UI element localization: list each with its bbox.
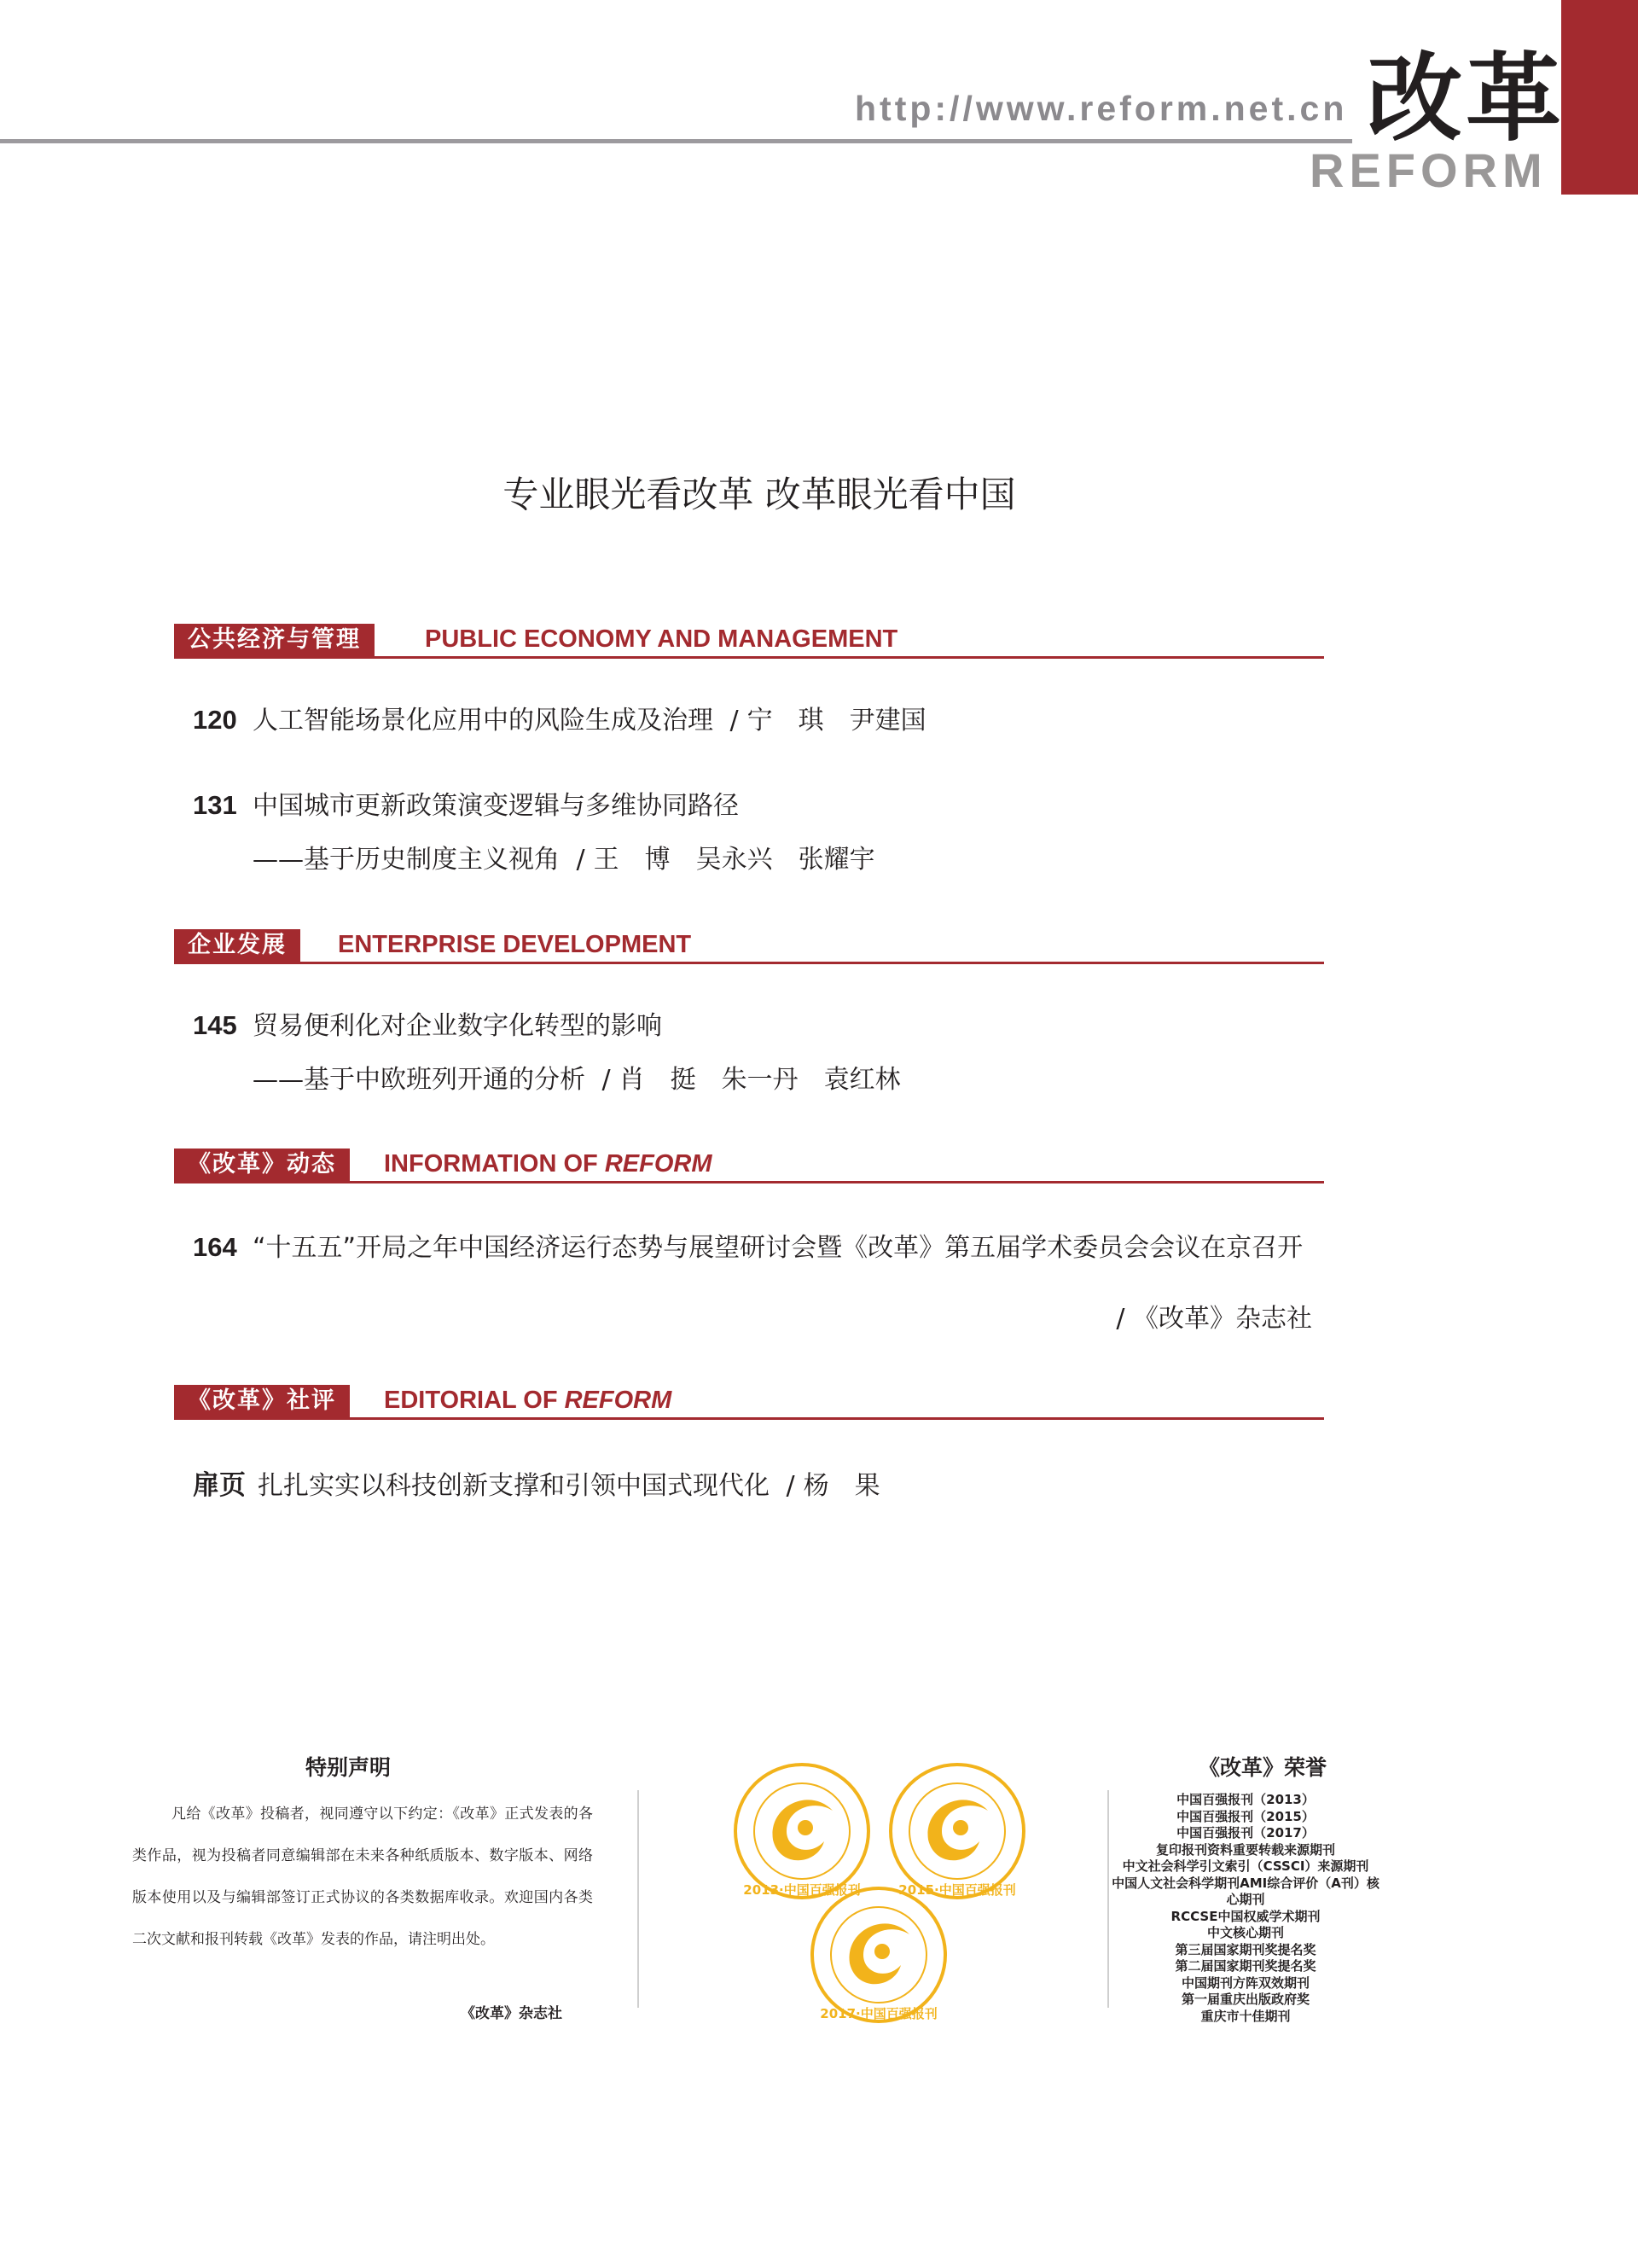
- toc-entry[interactable]: [193, 1468, 880, 1503]
- article-title: 扎扎实实以科技创新支撑和引领中国式现代化: [258, 1471, 770, 1501]
- header-accent-bar: [1561, 0, 1638, 195]
- page-number: 145: [193, 1010, 237, 1040]
- section-rule: [174, 1181, 1324, 1183]
- section-label-en: [384, 1148, 712, 1180]
- honors-title: 《改革》荣誉: [1199, 1755, 1327, 1780]
- section-header-public-economy: [174, 616, 1324, 664]
- section-label-en-italic: REFORM: [564, 1387, 672, 1414]
- website-url[interactable]: http://www.reform.net.cn: [855, 89, 1348, 128]
- honor-item: 中国期刊方阵双效期刊: [1181, 1974, 1310, 1991]
- badge-label: 2013·中国百强报刊: [743, 1882, 861, 1898]
- statement-title: 特别声明: [305, 1755, 392, 1780]
- honor-item: 中国百强报刊（2017）: [1176, 1825, 1315, 1841]
- section-header-information: [174, 1141, 1324, 1189]
- header-rule: [0, 139, 1352, 143]
- page-number: 120: [193, 705, 237, 735]
- footer-divider-left: [637, 1790, 639, 2008]
- honor-item: 中国百强报刊（2013）: [1176, 1792, 1315, 1807]
- section-label-en-italic: REFORM: [604, 1150, 712, 1178]
- statement-signature: 《改革》杂志社: [461, 2005, 562, 2022]
- honor-item: 复印报刊资料重要转载来源期刊: [1155, 1841, 1335, 1858]
- badge-label: 2017·中国百强报刊: [820, 2006, 938, 2021]
- honor-item: 中文核心期刊: [1206, 1925, 1284, 1940]
- award-badges: [734, 1763, 1041, 2027]
- toc-entry-subtitle-line: [253, 838, 875, 875]
- award-badge: [812, 1888, 945, 2021]
- statement-body: 凡给《改革》投稿者，视同遵守以下约定：《改革》正式发表的各类作品，视为投稿者同意编辑部在未来各种纸质版本、数字版本、网络版本使用以及与编辑部签订正式协议的各类数据库收录。欢迎国内各类二次文献和报刊转载《改革》发表的作品，请注明出处。: [132, 1806, 593, 1948]
- section-header-enterprise: [174, 922, 1324, 969]
- article-title: “十五五”开局之年中国经济运行态势与展望研讨会暨《改革》第五届学术委员会会议在京召开: [253, 1233, 1304, 1263]
- section-label-en-prefix: INFORMATION OF: [384, 1150, 605, 1178]
- journal-logo-chinese: 改革: [1367, 43, 1565, 154]
- page-number: 扉页: [193, 1470, 246, 1501]
- honor-item: 中国百强报刊（2015）: [1176, 1808, 1315, 1824]
- honor-item: 中国人文社会科学期刊AMI综合评价（A刊）核心期刊: [1112, 1875, 1380, 1907]
- section-header-editorial: [174, 1377, 1324, 1425]
- section-label-cn: 企业发展: [174, 929, 300, 962]
- honor-item: RCCSE中国权威学术期刊: [1170, 1908, 1321, 1924]
- section-rule: [174, 656, 1324, 659]
- separator: /: [601, 1065, 611, 1095]
- section-label-en-prefix: EDITORIAL OF: [384, 1387, 565, 1414]
- section-rule: [174, 1417, 1324, 1420]
- badge-label: 2015·中国百强报刊: [898, 1882, 1016, 1898]
- honor-item: 中文社会科学引文索引（CSSCI）来源期刊: [1122, 1858, 1369, 1874]
- article-authors: 杨 果: [803, 1471, 880, 1501]
- slogan: 专业眼光看改革 改革眼光看中国: [502, 474, 1016, 515]
- toc-entry[interactable]: [193, 703, 926, 738]
- article-authors: 肖 挺 朱一丹 袁红林: [619, 1065, 901, 1095]
- article-title: 贸易便利化对企业数字化转型的影响: [253, 1011, 662, 1041]
- separator: /: [729, 706, 739, 736]
- honor-item: 第一届重庆出版政府奖: [1181, 1992, 1310, 2007]
- section-label-en: ENTERPRISE DEVELOPMENT: [338, 931, 692, 958]
- toc-entry[interactable]: [193, 1230, 1303, 1265]
- page-number: 131: [193, 790, 237, 820]
- section-label-cn: 《改革》动态: [174, 1149, 350, 1181]
- article-subtitle: ——基于历史制度主义视角: [253, 845, 560, 875]
- honor-item: 重庆市十佳期刊: [1200, 2008, 1291, 2024]
- journal-logo-english: REFORM: [1310, 143, 1548, 197]
- award-badge: [735, 1765, 868, 1898]
- section-rule: [174, 962, 1324, 964]
- section-label-cn: 公共经济与管理: [174, 624, 375, 656]
- section-label-en: [384, 1384, 671, 1416]
- article-authors: 宁 琪 尹建国: [746, 706, 926, 736]
- honor-item: 第三届国家期刊奖提名奖: [1175, 1941, 1316, 1957]
- article-title: 中国城市更新政策演变逻辑与多维协同路径: [253, 791, 739, 821]
- honors-list: [1109, 1792, 1382, 2025]
- page-number: 164: [193, 1232, 237, 1262]
- article-subtitle: ——基于中欧班列开通的分析: [253, 1065, 585, 1095]
- article-title: 人工智能场景化应用中的风险生成及治理: [253, 706, 713, 736]
- separator: /: [786, 1471, 795, 1501]
- section-label-cn: 《改革》社评: [174, 1385, 350, 1417]
- separator: /: [576, 845, 585, 875]
- award-badge: [891, 1765, 1024, 1898]
- toc-entry[interactable]: [193, 1009, 662, 1044]
- toc-entry-subtitle-line: [253, 1058, 901, 1096]
- article-authors: 王 博 吴永兴 张耀宇: [593, 845, 875, 875]
- section-label-en: PUBLIC ECONOMY AND MANAGEMENT: [425, 625, 898, 653]
- toc-entry[interactable]: [193, 788, 739, 823]
- honor-item: 第二届国家期刊奖提名奖: [1175, 1958, 1316, 1974]
- article-authors: / 《改革》杂志社: [1116, 1304, 1312, 1334]
